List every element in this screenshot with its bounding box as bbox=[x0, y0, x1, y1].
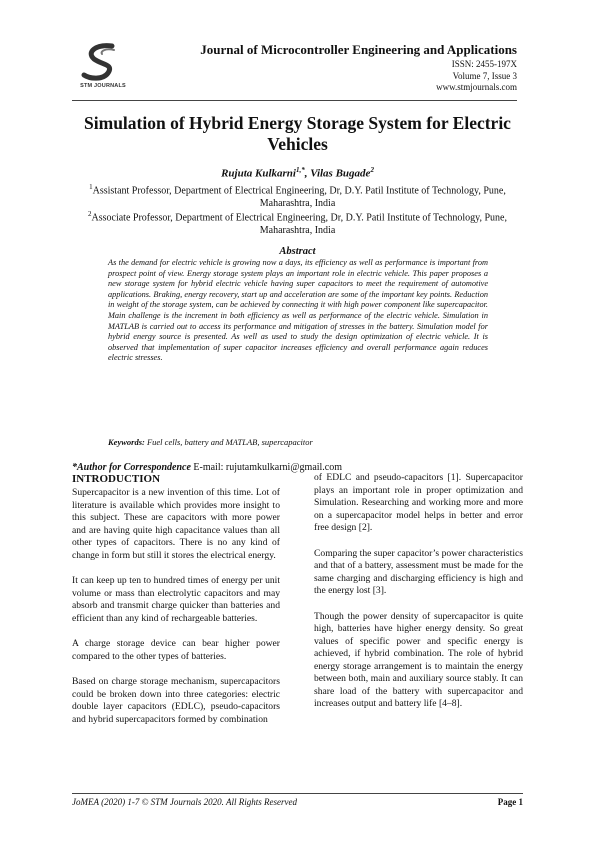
author-2: Vilas Bugade bbox=[310, 167, 371, 180]
author-1-marker: 1,* bbox=[295, 166, 305, 174]
footer-divider bbox=[72, 793, 523, 794]
affiliation-1-text: Assistant Professor, Department of Electrical Engineering, Dr, D.Y. Patil Institute of Technology, Pune, Maharashtra, India bbox=[92, 185, 506, 210]
author-1: Rujuta Kulkarni bbox=[221, 167, 296, 180]
header-divider bbox=[72, 100, 517, 101]
paper-title: Simulation of Hybrid Energy Storage System for Electric Vehicles bbox=[84, 113, 511, 154]
paragraph: Comparing the super capacitor’s power characteristics and that of a battery, assessment must be made for the same charging and discharging efficiency is high and the energy lost [3]. bbox=[314, 547, 523, 596]
paragraph: A charge storage device can bear higher power compared to the other types of batteries. bbox=[72, 638, 280, 662]
paragraph: Though the power density of supercapacitor is quite high, batteries have higher energy density. So great values of specific power and specific energy is achieved, if hybrid combination. The role of hybrid energy storage arrangement is to maintain the energy between both, main and auxiliary source stably. It can share load of the battery with supercapacitor and increases output and battery life [4–8]. bbox=[314, 610, 523, 709]
keywords-label: Keywords: bbox=[108, 437, 145, 447]
volume-issue: Volume 7, Issue 3 bbox=[452, 70, 517, 81]
paragraph: of EDLC and pseudo-capacitors [1]. Supercapacitor plays an important role in proper optimization and Simulation. Researching and working more and more on a supercapacitor model helps in better and error free design [2]. bbox=[314, 472, 523, 533]
swoosh-s-icon bbox=[72, 42, 132, 82]
affiliation-2 bbox=[62, 208, 533, 237]
affiliation-2-text: Associate Professor, Department of Electrical Engineering, Dr, D.Y. Patil Institute of Technology, Pune, Maharashtra, India bbox=[91, 212, 507, 237]
footer-citation: JoMEA (2020) 1-7 © STM Journals 2020. All Rights Reserved bbox=[72, 797, 297, 807]
keywords-text: Fuel cells, battery and MATLAB, supercapacitor bbox=[144, 437, 313, 447]
correspondence-email: E-mail: rujutamkulkarni@gmail.com bbox=[190, 462, 343, 473]
section-heading-introduction: INTRODUCTION bbox=[72, 473, 161, 485]
journal-meta bbox=[436, 59, 517, 94]
paragraph: Supercapacitor is a new invention of this time. Lot of literature is available which provides more insight to this subject. These are capacitors with more power and are having quite high capacitance values than all other types of capacitors. There is no any kind of change in form but still it stores the electrical energy. bbox=[72, 487, 280, 561]
author-2-marker: 2 bbox=[370, 166, 374, 174]
journal-name: Journal of Microcontroller Engineering and Applications bbox=[200, 42, 517, 57]
right-column bbox=[314, 472, 523, 724]
page-number: Page 1 bbox=[497, 797, 523, 807]
correspondence-label: *Author for Correspondence bbox=[72, 462, 191, 473]
affiliation-1 bbox=[62, 181, 533, 210]
keywords bbox=[108, 437, 488, 447]
author-separator: , bbox=[304, 167, 311, 180]
abstract-heading: Abstract bbox=[279, 246, 316, 257]
author-line bbox=[60, 166, 535, 180]
abstract-body: As the demand for electric vehicle is growing now a days, its efficiency as well as performance is important from prospect point of view. Energy storage system plays an important role in electric vehicle. This paper proposes a new storage system for hybrid electric vehicle having super capacitors to meet the requirement of automotive applications. Braking, energy recovery, start up and acceleration are some of the important key points. Reduction in weight of the storage system, can be achieved by connecting it with high power component like supercapacitor. Main challenge is the increment in both efficiency as well as performance of the electric vehicle. Simulation in MATLAB is carried out to access its performance and mitigation of stresses in the battery. Simulation model for hybrid energy source is presented. As well as used to study the design optimization of electric vehicle. It is observed that implementation of super capacitor increases efficiency and overall performance again reduces electric stresses. bbox=[108, 258, 488, 363]
issn: ISSN: 2455-197X bbox=[451, 59, 517, 69]
paragraph: It can keep up ten to hundred times of energy per unit volume or mass than electrolytic capacitors and may absorb and transmit charge quicker than batteries and efficient than any kind of rechargeable batteries. bbox=[72, 575, 280, 624]
affiliation-2-marker: 2 bbox=[88, 210, 92, 218]
paragraph: Based on charge storage mechanism, supercapacitors could be broken down into three categories: electric double layer capacitors (EDLC), pseudo-capacitors and hybrid supercapacitors formed by combination bbox=[72, 676, 280, 725]
journal-website[interactable]: www.stmjournals.com bbox=[436, 82, 517, 92]
affiliation-1-marker: 1 bbox=[89, 183, 93, 191]
left-column bbox=[72, 472, 280, 739]
logo-text: STM JOURNALS bbox=[80, 83, 126, 89]
